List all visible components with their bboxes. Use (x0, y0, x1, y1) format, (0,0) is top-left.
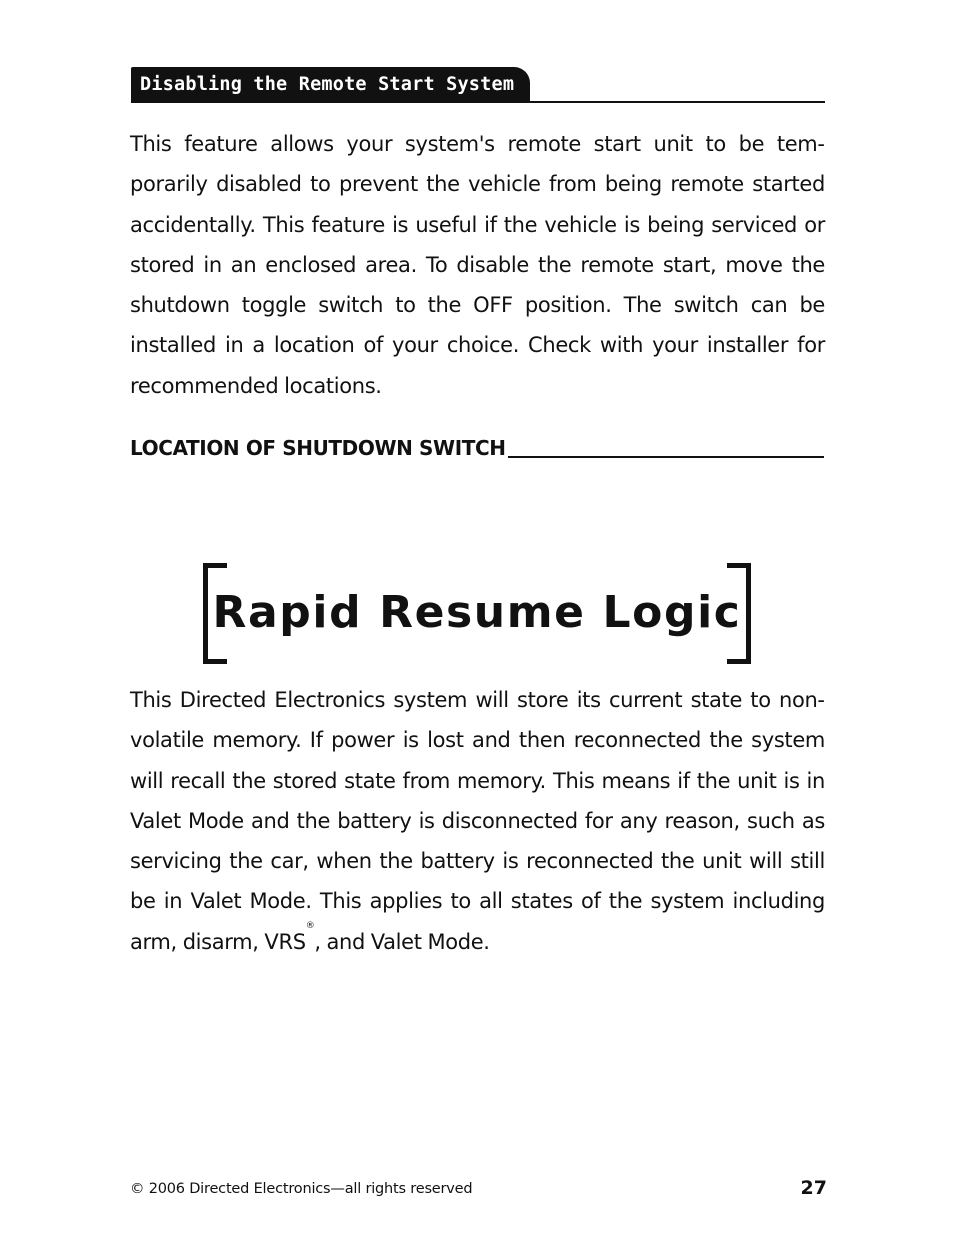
location-of-shutdown-switch (130, 429, 824, 463)
disable-remote-start-paragraph: This feature allows your system's remote start unit to be temporarily disabled to prevent the vehicle from being remote started accidentally. This feature is useful if the vehicle is being serviced or stored in an enclosed area. To disable the remote start, move the shutdown toggle switch to the OFF position. The switch can be installed in a location of your choice. Check with your installer for recommended locations. (130, 132, 825, 398)
registered-mark: ® (305, 920, 315, 931)
rapid-resume-text: This Directed Electronics system will store its current state to nonvolatile memory. If power is lost and then reconnected the system will recall the stored state from memory. This means if the unit is in Valet Mode and the battery is disconnected for any reason, such as servicing the car, when the battery is reconnected the unit will still be in Valet Mode. This applies to all states of the system including arm, disarm, VRS (130, 688, 825, 954)
section-rule (131, 101, 825, 103)
location-fill-in-line (508, 456, 824, 458)
heading-title: Rapid Resume Logic (212, 587, 742, 638)
rapid-resume-paragraph (130, 680, 825, 962)
rapid-resume-text-end: , and Valet Mode. (314, 929, 490, 954)
section-header (131, 67, 825, 103)
location-label: LOCATION OF SHUTDOWN SWITCH (130, 436, 506, 460)
page-number: 27 (800, 1177, 827, 1199)
section-title: Disabling the Remote Start System (131, 67, 530, 102)
footer-copyright: © 2006 Directed Electronics—all rights reserved (130, 1181, 473, 1197)
right-bracket-icon (727, 563, 751, 664)
rapid-resume-heading (203, 563, 751, 664)
